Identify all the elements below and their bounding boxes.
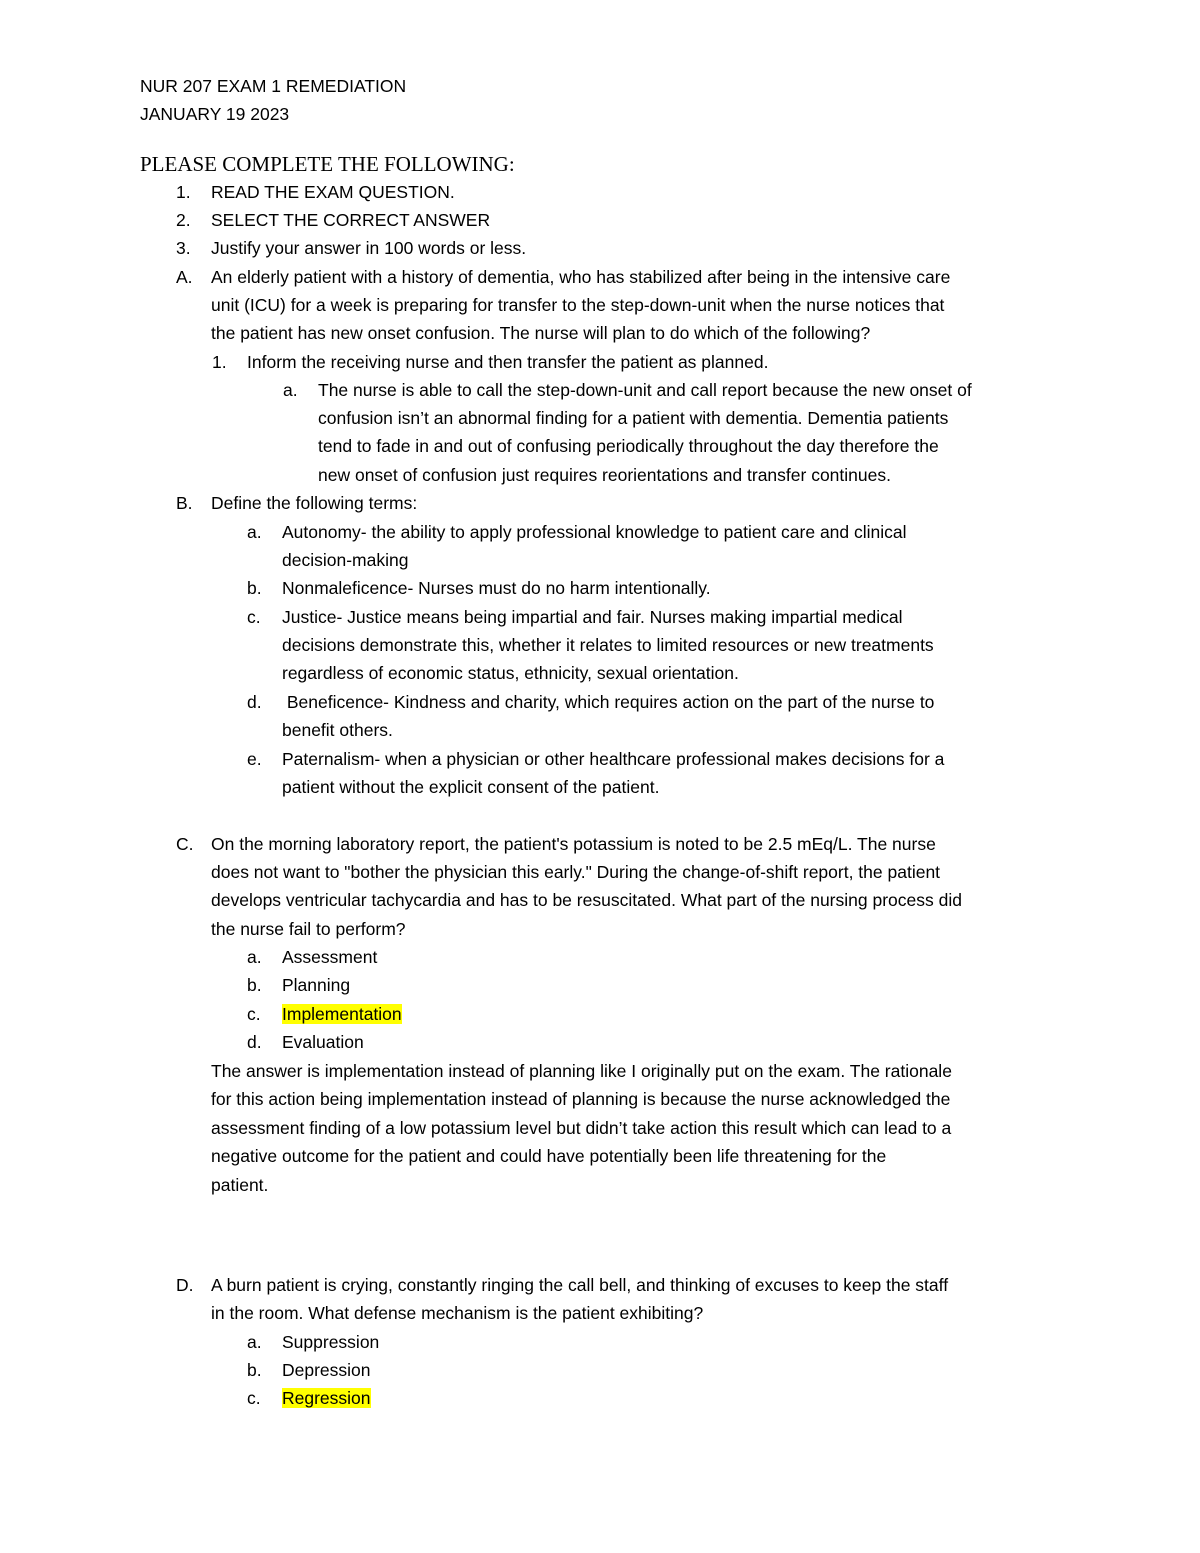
option-marker: b. [247, 1360, 262, 1380]
term-marker: c. [247, 607, 261, 627]
question-a-line: unit (ICU) for a week is preparing for transfer to the step-down-unit when the nurse notices that [211, 295, 945, 315]
question-c-line: does not want to "bother the physician this early." During the change-of-shift report, the patient [211, 862, 941, 882]
term-line: benefit others. [282, 720, 393, 740]
explanation-line: assessment finding of a low potassium level but didn’t take action this result which can lead to a [211, 1118, 952, 1138]
highlighted-answer: Regression [282, 1388, 371, 1408]
section-b-marker: B. [176, 493, 193, 513]
option-marker: c. [247, 1004, 261, 1024]
term-marker: a. [247, 522, 262, 542]
term-line: regardless of economic status, ethnicity, sexual orientation. [282, 663, 739, 683]
question-c-line: the nurse fail to perform? [211, 919, 406, 939]
list-marker: 1. [176, 182, 191, 202]
question-a-line: the patient has new onset confusion. The nurse will plan to do which of the following? [211, 323, 871, 343]
question-a-rationale-marker: a. [283, 380, 298, 400]
term-line: Beneficence- Kindness and charity, which requires action on the part of the nurse to [282, 692, 935, 712]
question-a-rationale-line: new onset of confusion just requires reorientations and transfer continues. [318, 465, 891, 485]
question-a-marker: A. [176, 267, 193, 287]
explanation-line: for this action being implementation instead of planning is because the nurse acknowledged the [211, 1089, 951, 1109]
question-a-rationale-line: confusion isn’t an abnormal finding for a patient with dementia. Dementia patients [318, 408, 949, 428]
question-d-line: in the room. What defense mechanism is the patient exhibiting? [211, 1303, 704, 1323]
question-c-marker: C. [176, 834, 194, 854]
option-text: Suppression [282, 1332, 380, 1352]
option-text: Evaluation [282, 1032, 364, 1052]
instruction-text: SELECT THE CORRECT ANSWER [211, 210, 491, 230]
question-a-rationale-line: tend to fade in and out of confusing periodically throughout the day therefore the [318, 436, 939, 456]
course-title: NUR 207 EXAM 1 REMEDIATION [140, 76, 407, 96]
question-c-line: On the morning laboratory report, the patient's potassium is noted to be 2.5 mEq/L. The nurse [211, 834, 936, 854]
option-text: Depression [282, 1360, 371, 1380]
explanation-line: negative outcome for the patient and could have potentially been life threatening for the [211, 1146, 887, 1166]
option-marker: d. [247, 1032, 262, 1052]
option-text-highlighted [282, 1386, 371, 1410]
question-d-line: A burn patient is crying, constantly ringing the call bell, and thinking of excuses to keep the staff [211, 1275, 949, 1295]
question-a-answer-marker: 1. [212, 352, 227, 372]
instructions-heading: PLEASE COMPLETE THE FOLLOWING: [140, 152, 515, 176]
term-line: decision-making [282, 550, 409, 570]
term-line: decisions demonstrate this, whether it relates to limited resources or new treatments [282, 635, 934, 655]
question-a-answer: Inform the receiving nurse and then transfer the patient as planned. [247, 352, 769, 372]
option-text: Assessment [282, 947, 378, 967]
list-marker: 2. [176, 210, 191, 230]
question-a-rationale-line: The nurse is able to call the step-down-unit and call report because the new onset of [318, 380, 972, 400]
section-b-heading: Define the following terms: [211, 493, 418, 513]
option-marker: b. [247, 975, 262, 995]
instruction-text: Justify your answer in 100 words or less. [211, 238, 527, 258]
instruction-text: READ THE EXAM QUESTION. [211, 182, 455, 202]
question-d-marker: D. [176, 1275, 194, 1295]
question-c-line: develops ventricular tachycardia and has to be resuscitated. What part of the nursing process did [211, 890, 962, 910]
question-a-line: An elderly patient with a history of dementia, who has stabilized after being in the intensive care [211, 267, 951, 287]
term-line: Paternalism- when a physician or other healthcare professional makes decisions for a [282, 749, 945, 769]
option-marker: c. [247, 1388, 261, 1408]
option-text: Planning [282, 975, 351, 995]
term-line: Autonomy- the ability to apply professional knowledge to patient care and clinical [282, 522, 907, 542]
term-line: Justice- Justice means being impartial and fair. Nurses making impartial medical [282, 607, 903, 627]
explanation-line: patient. [211, 1175, 269, 1195]
term-line: patient without the explicit consent of the patient. [282, 777, 660, 797]
explanation-line: The answer is implementation instead of planning like I originally put on the exam. The rationale [211, 1061, 952, 1081]
document-date: JANUARY 19 2023 [140, 104, 290, 124]
highlighted-answer: Implementation [282, 1004, 402, 1024]
option-text-highlighted [282, 1002, 402, 1026]
term-marker: e. [247, 749, 262, 769]
list-marker: 3. [176, 238, 191, 258]
term-marker: d. [247, 692, 262, 712]
term-line: Nonmaleficence- Nurses must do no harm intentionally. [282, 578, 711, 598]
term-marker: b. [247, 578, 262, 598]
option-marker: a. [247, 1332, 262, 1352]
option-marker: a. [247, 947, 262, 967]
